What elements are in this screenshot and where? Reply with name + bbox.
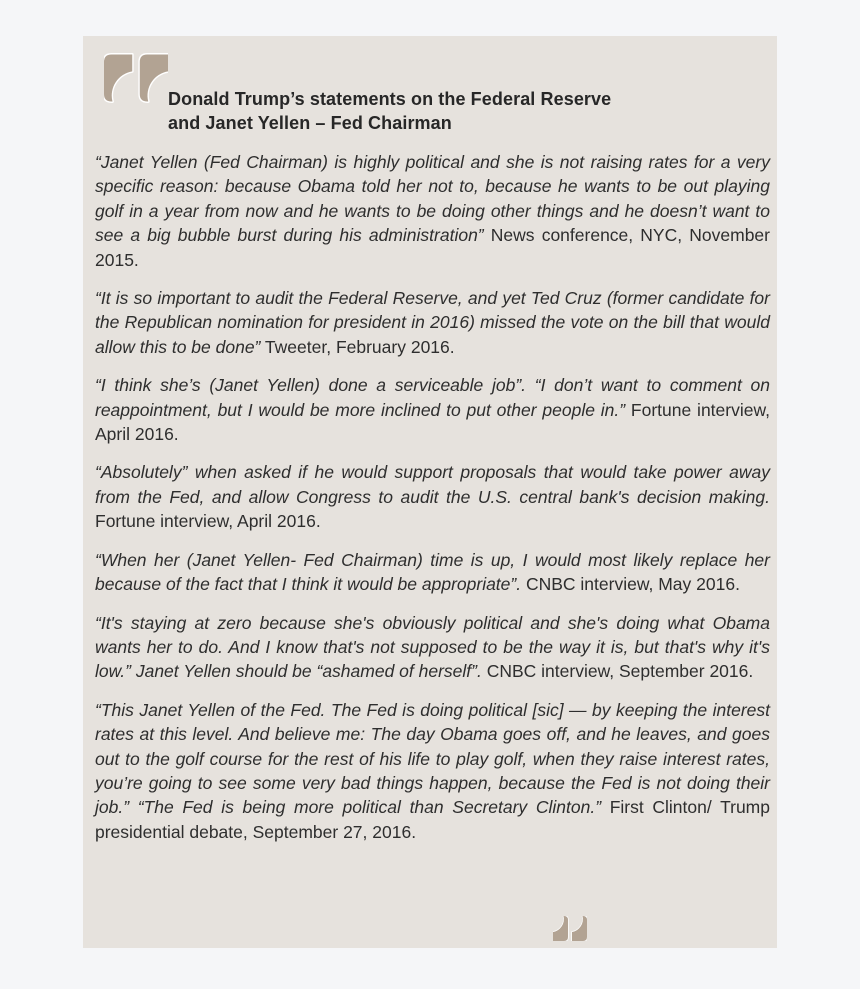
statement-paragraph xyxy=(95,373,770,446)
title-line-2: and Janet Yellen – Fed Chairman xyxy=(168,113,452,133)
statement-paragraph xyxy=(95,611,770,684)
quote-text: “It's staying at zero because she's obviously political and she's doing what Obama wants her to do. And I know that's not supposed to be the way it is, but that's why it's low.” Janet Yellen should be “ashamed of herself”. xyxy=(95,612,770,682)
panel-content xyxy=(83,53,777,844)
panel-header xyxy=(104,53,770,135)
quote-source: News conference, NYC, November 2015. xyxy=(95,225,770,270)
title-line-1: Donald Trump’s statements on the Federal Reserve xyxy=(168,89,612,109)
quote-source: Tweeter, February 2016. xyxy=(260,336,455,357)
quote-text: “This Janet Yellen of the Fed. The Fed is doing political [sic] — by keeping the interest rates at this level. And believe me: The day Obama goes off, and he leaves, and goes out to the golf course for the rest of his life to play golf, when they raise interest rates, you’re going to see some very bad things happen, because the Fed is not doing their job.” “The Fed is being more political than Secretary Clinton.” xyxy=(95,699,770,818)
quote-text: “It is so important to audit the Federal Reserve, and yet Ted Cruz (former candidate for the Republican nomination for president in 2016) missed the vote on the bill that would allow this to be done” xyxy=(95,288,770,357)
quote-panel xyxy=(83,36,777,948)
quote-text: “I think she’s (Janet Yellen) done a serviceable job”. “I don’t want to comment on reappointment, but I would be more inclined to put other people in.” xyxy=(95,375,770,420)
closing-double-quote-icon xyxy=(553,916,587,941)
statement-paragraph xyxy=(95,698,770,844)
quote-text: “When her (Janet Yellen- Fed Chairman) time is up, I would most likely replace her because of the fact that I think it would be appropriate”. xyxy=(95,549,770,595)
quote-source: Fortune interview, April 2016. xyxy=(95,399,771,445)
closing-quote-container xyxy=(553,916,587,946)
statement-paragraph xyxy=(95,548,770,597)
quote-source: First Clinton/ Trump presidential debate, September 27, 2016. xyxy=(95,797,770,842)
page-title xyxy=(168,87,611,135)
quote-source: Fortune interview, April 2016. xyxy=(95,511,321,532)
opening-double-quote-icon xyxy=(104,53,168,103)
statement-paragraph xyxy=(95,286,770,359)
quote-text: “Janet Yellen (Fed Chairman) is highly political and she is not raising rates for a very specific reason: because Obama told her not to, because he wants to be out playing golf in a year from now and he wants to be doing other things and he doesn’t want to see a big bubble burst during his administration” xyxy=(95,152,770,246)
quote-text: “Absolutely” when asked if he would support proposals that would take power away from the Fed, and allow Congress to audit the U.S. central bank's decision making. xyxy=(95,462,770,507)
statement-paragraph xyxy=(95,150,770,272)
quote-source: CNBC interview, September 2016. xyxy=(481,661,754,682)
statement-paragraph xyxy=(95,460,770,533)
statements-list xyxy=(95,150,770,844)
quote-source: CNBC interview, May 2016. xyxy=(521,574,740,595)
